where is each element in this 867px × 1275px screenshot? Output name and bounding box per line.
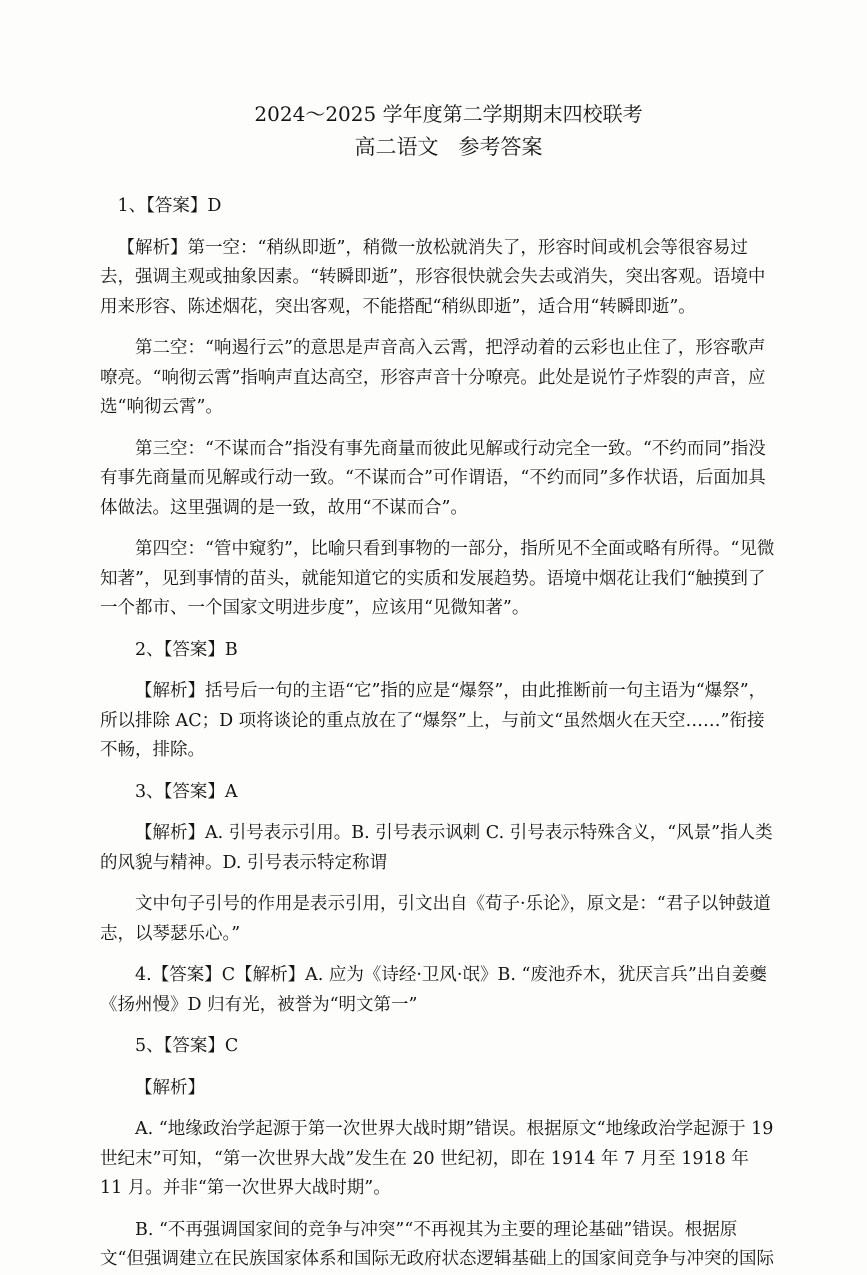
exam-subtitle [0, 130, 867, 164]
q3-analysis: 【解析】A. 引号表示引用。B. 引号表示讽刺 C. 引号表示特殊含义，“风景”指人类的风貌与精神。D. 引号表示特定称谓 [100, 823, 773, 873]
q4-answer-analysis: 4.【答案】C【解析】A. 应为《诗经·卫风·氓》B. “废池乔木，犹厌言兵”出自姜夔《扬州慢》D 归有光，被誉为“明文第一” [100, 965, 767, 1015]
q5-option-a: A. “地缘政治学起源于第一次世界大战时期”错误。根据原文“地缘政治学起源于 19 世纪末”可知，“第一次世界大战”发生在 20 世纪初，即在 1914 年 7 月至 1918 年 11 月。并非“第一次世界大战时期”。 [100, 1119, 774, 1198]
q1-blank3: 第三空：“不谋而合”指没有事先商量而彼此见解或行动完全一致。“不约而同”指没有事先商量而见解或行动一致。“不谋而合”可作谓语，“不约而同”多作状语，后面加具体做法。这里强调的是一致，故用“不谋而合”。 [100, 438, 766, 518]
q5-option-b: B. “不再强调国家间的竞争与冲突”“不再视其为主要的理论基础”错误。根据原文“但强调建立在民族国家体系和国际无政府状态逻辑基础上的国家间竞争与冲突的国际 [100, 1219, 774, 1269]
q2-answer: 2、【答案】B [135, 639, 238, 660]
q5-analysis-label: 【解析】 [135, 1077, 205, 1098]
q3-explanation: 文中句子引号的作用是表示引用，引文出自《荀子·乐论》，原文是：“君子以钟鼓道志，以琴瑟乐心。” [100, 894, 771, 944]
answer-content [100, 192, 776, 1275]
header [0, 98, 867, 164]
q1-blank4: 第四空：“管中窥豹”，比喻只看到事物的一部分，指所见不全面或略有所得。“见微知著”，见到事情的苗头，就能知道它的实质和发展趋势。语境中烟花让我们“触摸到了一个都市、一个国家文明进步度”，应该用“见微知著”。 [100, 539, 775, 618]
q5-answer: 5、【答案】C [135, 1036, 239, 1056]
q1-blank2: 第二空：“响遏行云”的意思是声音高入云霄，把浮动着的云彩也止住了，形容歌声嘹亮。“响彻云霄”指响声直达高空，形容声音十分嘹亮。此处是说竹子炸裂的声音，应选“响彻云霄”。 [100, 338, 766, 417]
subject-label: 高二语文 [354, 135, 439, 159]
q1-answer: 1、【答案】D [117, 196, 222, 216]
answer-key-label: 参考答案 [458, 135, 543, 159]
exam-title: 2024～2025 学年度第二学期期末四校联考 [254, 102, 643, 126]
q3-answer: 3、【答案】A [135, 781, 238, 802]
q1-analysis: 【解析】第一空：“稍纵即逝”，稍微一放松就消失了，形容时间或机会等很容易过去，强调主观或抽象因素。“转瞬即逝”，形容很快就会失去或消失，突出客观。语境中用来形容、陈述烟花，突出客观，不能搭配“稍纵即逝”，适合用“转瞬即逝”。 [100, 237, 766, 317]
q2-analysis: 【解析】括号后一句的主语“它”指的应是“爆祭”，由此推断前一句主语为“爆祭”，所以排除 AC；D 项将谈论的重点放在了“爆祭”上，与前文“虽然烟火在天空……”衔接不畅，排除。 [100, 681, 767, 760]
